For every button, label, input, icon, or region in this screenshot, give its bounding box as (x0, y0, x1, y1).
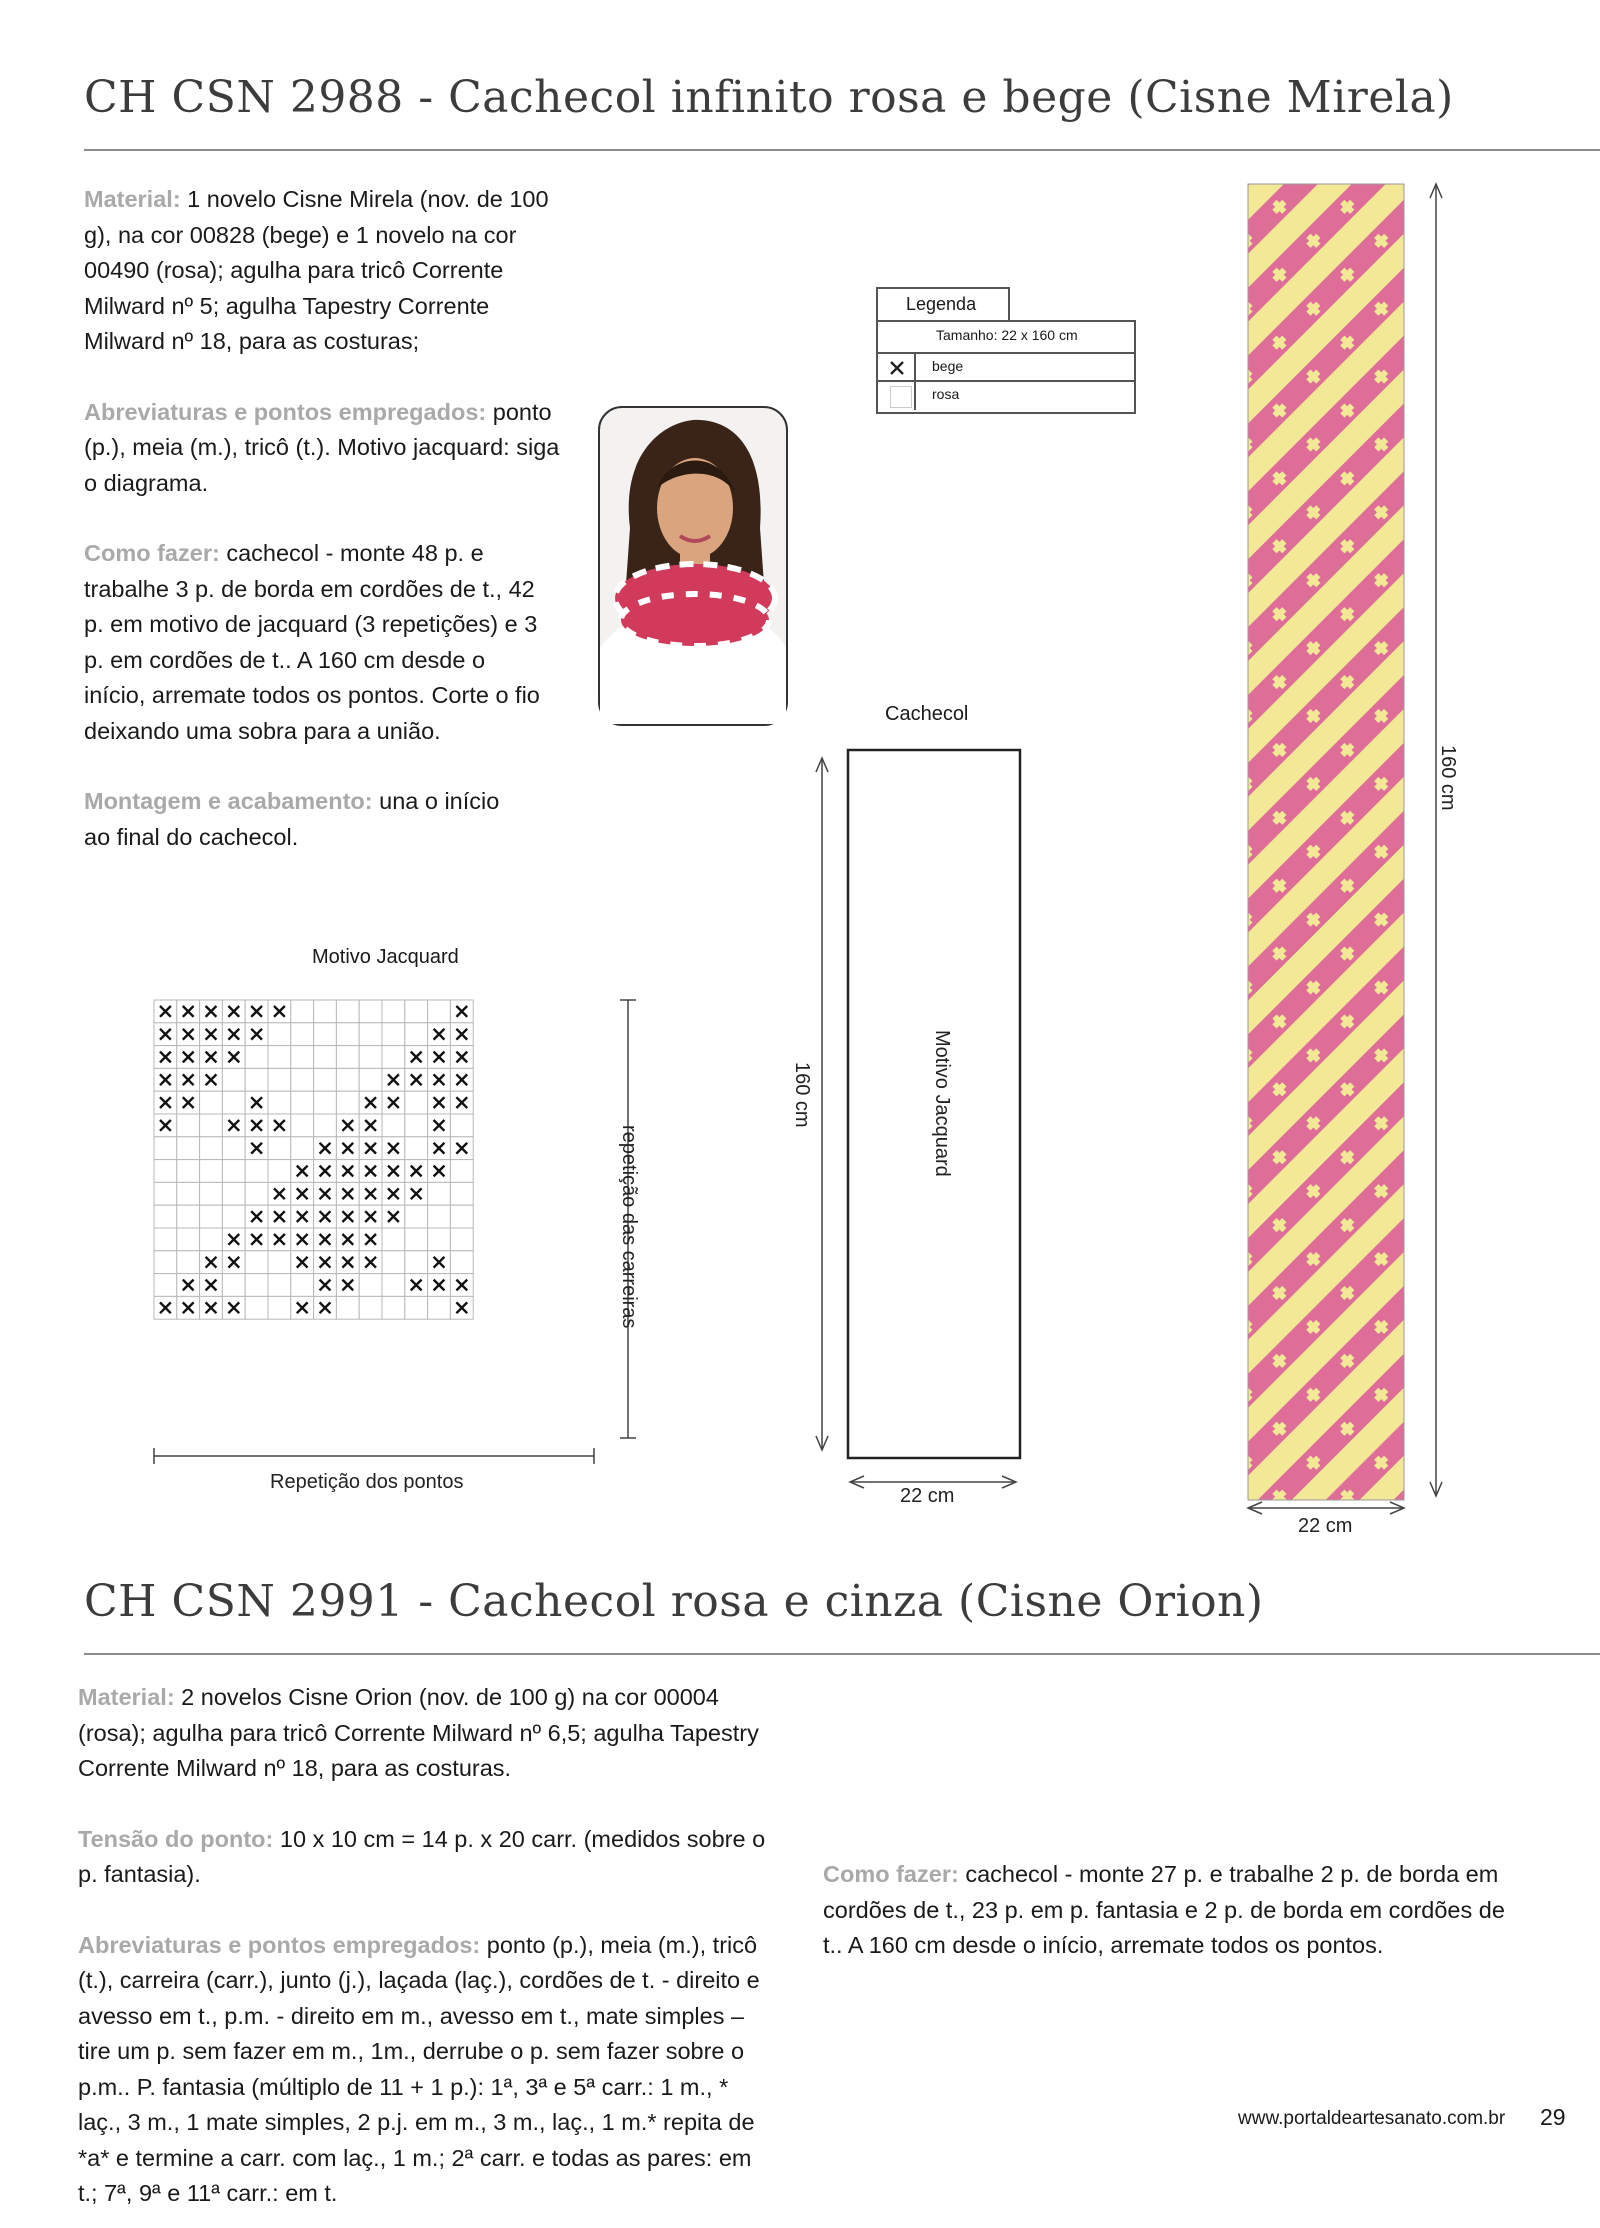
chart-cell (291, 1114, 314, 1137)
chart-cell (154, 1274, 177, 1297)
chart-cell (154, 1205, 177, 1228)
legend-rosa-label: rosa (932, 386, 960, 402)
scarf-pattern (1220, 180, 1460, 1540)
chart-cell (268, 1068, 291, 1091)
material-paragraph (84, 182, 564, 360)
montagem-label: Montagem e acabamento: (84, 788, 373, 814)
chart-cell (177, 1205, 200, 1228)
chart-cell (336, 1000, 359, 1023)
s2-abbrev-continuation (823, 1680, 1523, 1822)
chart-cell (359, 1000, 382, 1023)
chart-cell (154, 1160, 177, 1183)
como-fazer-label: Como fazer: (84, 540, 220, 566)
chart-cell (268, 1296, 291, 1319)
s2-tensao-paragraph (78, 1822, 768, 1893)
chart-cell (405, 1137, 428, 1160)
chart-cell (291, 1000, 314, 1023)
chart-cell (428, 1000, 451, 1023)
chart-cell (450, 1160, 473, 1183)
montagem-text: una o início ao final do cachecol. (84, 788, 500, 850)
legend-size: Tamanho: 22 x 160 cm (936, 327, 1078, 343)
s2-como-paragraph (823, 1857, 1513, 1964)
chart-cell (336, 1091, 359, 1114)
s2-abbrev-paragraph-part1 (78, 1928, 768, 2206)
chart-title: Motivo Jacquard (312, 946, 459, 968)
model-illustration (600, 408, 786, 724)
chart-cell (222, 1091, 245, 1114)
chart-cell (405, 1091, 428, 1114)
chart-cell (382, 1046, 405, 1069)
schematic-title: Cachecol (885, 703, 969, 725)
chart-cell (177, 1228, 200, 1251)
scarf-width-label: 22 cm (1298, 1515, 1353, 1537)
section1-rule (84, 149, 1600, 151)
section2-left-column (78, 1680, 768, 2228)
chart-cell (268, 1091, 291, 1114)
chart-cell (382, 1000, 405, 1023)
chart-cell (405, 1205, 428, 1228)
chart-cell (268, 1137, 291, 1160)
chart-cell (291, 1091, 314, 1114)
scarf-rect (1248, 184, 1404, 1500)
chart-cell (200, 1137, 223, 1160)
scarf-height-label: 160 cm (1437, 745, 1459, 811)
chart-cell (222, 1160, 245, 1183)
chart-cell (177, 1114, 200, 1137)
chart-cell (450, 1182, 473, 1205)
chart-cell (314, 1023, 337, 1046)
chart-cell (268, 1251, 291, 1274)
legend-tab-label: Legenda (906, 294, 977, 314)
chart-cell (336, 1296, 359, 1319)
chart-cell (359, 1023, 382, 1046)
chart-cell (405, 1251, 428, 1274)
chart-cell (291, 1137, 314, 1160)
chart-cell (359, 1274, 382, 1297)
chart-cell (359, 1046, 382, 1069)
material-label: Material: (84, 186, 181, 212)
jacquard-chart (140, 990, 660, 1493)
section1-title: CH CSN 2988 - Cachecol infinito rosa e bege (Cisne Mirela) (84, 72, 1454, 123)
chart-grid (154, 1000, 473, 1319)
chart-cell (245, 1296, 268, 1319)
chart-cell (450, 1251, 473, 1274)
stitch-repeat-bracket (154, 1448, 594, 1464)
chart-cell (382, 1023, 405, 1046)
chart-cell (405, 1114, 428, 1137)
chart-cell (245, 1160, 268, 1183)
chart-cell (200, 1091, 223, 1114)
chart-cell (154, 1182, 177, 1205)
abbrev-text: ponto (p.), meia (m.), tricô (t.). Motivo jacquard: siga o diagrama. (84, 398, 560, 496)
chart-cell (382, 1296, 405, 1319)
chart-cell (222, 1182, 245, 1205)
chart-cell (405, 1228, 428, 1251)
chart-cell (405, 1296, 428, 1319)
s2-tensao-label: Tensão do ponto: (78, 1825, 274, 1852)
como-fazer-text: cachecol - monte 48 p. e trabalhe 3 p. de borda em cordões de t., 42 p. em motivo de jacquard (3 repetições) e 3 p. em cordões de t.. A 160 cm desde o início, arremate todos os pontos. Corte o fio deixando uma sobra para a união. (84, 540, 540, 744)
chart-cell (382, 1251, 405, 1274)
chart-cell (268, 1046, 291, 1069)
chart-cell (314, 1046, 337, 1069)
como-fazer-paragraph (84, 536, 544, 749)
chart-cell (450, 1114, 473, 1137)
chart-cell (291, 1274, 314, 1297)
chart-cell (405, 1000, 428, 1023)
chart-cell (245, 1068, 268, 1091)
chart-cell (428, 1205, 451, 1228)
chart-cell (245, 1046, 268, 1069)
chart-cell (428, 1296, 451, 1319)
empty-square-icon (890, 386, 912, 408)
abbrev-paragraph (84, 395, 564, 502)
footer-url[interactable]: www.portaldeartesanato.com.br (1238, 2108, 1506, 2129)
s2-como-label: Como fazer: (823, 1861, 959, 1887)
material-text: 1 novelo Cisne Mirela (nov. de 100 g), na cor 00828 (bege) e 1 novelo na cor 00490 (rosa); agulha para tricô Corrente Milward nº 5; agulha Tapestry Corrente Milward nº 18, para as costuras; (84, 186, 549, 354)
section2-right-text (823, 1680, 1523, 1964)
chart-cell (200, 1182, 223, 1205)
legend-box (876, 320, 1136, 414)
chart-cell (200, 1114, 223, 1137)
abbrev-label: Abreviaturas e pontos empregados: (84, 398, 487, 425)
chart-cell (200, 1160, 223, 1183)
chart-cell (177, 1182, 200, 1205)
s2-tensao-text: 10 x 10 cm = 14 p. x 20 carr. (medidos sobre o p. fantasia). (78, 1825, 766, 1887)
chart-cell (245, 1274, 268, 1297)
chart-cell (245, 1182, 268, 1205)
chart-cell (314, 1114, 337, 1137)
chart-cell (200, 1205, 223, 1228)
section1-text (84, 182, 564, 855)
chart-cell (177, 1251, 200, 1274)
chart-cell (359, 1296, 382, 1319)
schematic-width-label: 22 cm (900, 1485, 955, 1507)
chart-cell (222, 1274, 245, 1297)
chart-cell (428, 1182, 451, 1205)
chart-cell (268, 1274, 291, 1297)
s2-como-text: cachecol - monte 27 p. e trabalhe 2 p. de borda em cordões de t., 23 p. em p. fantasia e 2 p. de borda em cordões de t.. A 160 cm desde o início, arremate todos os pontos. (823, 1861, 1505, 1958)
chart-cell (359, 1068, 382, 1091)
chart-cell (154, 1228, 177, 1251)
model-photo (598, 406, 788, 726)
chart-cell (314, 1068, 337, 1091)
chart-cell (336, 1023, 359, 1046)
schematic-diagram (770, 740, 1040, 1520)
s2-material-text: 2 novelos Cisne Orion (nov. de 100 g) na cor 00004 (rosa); agulha para tricô Corrente Milward nº 6,5; agulha Tapestry Corrente Milward nº 18, para as costuras. (78, 1684, 759, 1781)
chart-cell (222, 1068, 245, 1091)
s2-abbrev-text: ponto (p.), meia (m.), tricô (t.), carreira (carr.), junto (j.), laçada (laç.), cordões de t. - direito e avesso em t., p.m. - direito em m., avesso em t., mate simples – tire um p. sem fazer em m., 1m., derrube o p. sem fazer sobre o p.m.. P. fantasia (múltiplo de 11 + 1 p.): 1ª, 3ª e 5ª carr.: 1 m., * laç., 3 m., 1 mate simples, 2 p.j. em m., 3 m., laç., 1 m.* repita de *a* e termine a carr. com laç., 1 m.; 2ª carr. e todas as pares: em t.; 7ª, 9ª e 11ª carr.: em t. (78, 1931, 760, 2206)
stitch-repeat-label: Repetição dos pontos (270, 1471, 464, 1493)
row-repeat-label: repetição das carreiras (618, 1125, 640, 1329)
section2-title: CH CSN 2991 - Cachecol rosa e cinza (Cisne Orion) (84, 1576, 1264, 1627)
schematic-height-label: 160 cm (791, 1062, 813, 1128)
chart-cell (154, 1251, 177, 1274)
cross-icon (888, 359, 906, 377)
chart-cell (291, 1068, 314, 1091)
chart-cell (336, 1046, 359, 1069)
schematic-inner-label: Motivo Jacquard (931, 1030, 953, 1177)
chart-cell (177, 1160, 200, 1183)
chart-cell (291, 1023, 314, 1046)
chart-cell (291, 1046, 314, 1069)
chart-cell (222, 1137, 245, 1160)
chart-cell (222, 1205, 245, 1228)
chart-cell (450, 1205, 473, 1228)
chart-cell (154, 1137, 177, 1160)
chart-cell (382, 1274, 405, 1297)
chart-cell (336, 1068, 359, 1091)
chart-cell (177, 1137, 200, 1160)
chart-cell (382, 1228, 405, 1251)
chart-cell (268, 1023, 291, 1046)
legend-tab (876, 287, 1010, 322)
chart-cell (268, 1160, 291, 1183)
legend-row-bege (878, 352, 1134, 382)
chart-cell (382, 1114, 405, 1137)
chart-cell (314, 1091, 337, 1114)
s2-material-paragraph (78, 1680, 768, 1787)
chart-cell (245, 1251, 268, 1274)
chart-cell (405, 1023, 428, 1046)
chart-cell (200, 1228, 223, 1251)
montagem-paragraph (84, 784, 504, 855)
chart-cell (428, 1228, 451, 1251)
page-number: 29 (1540, 2104, 1566, 2130)
chart-cell (450, 1228, 473, 1251)
s2-abbrev-label: Abreviaturas e pontos empregados: (78, 1931, 481, 1958)
chart-cell (314, 1000, 337, 1023)
s2-material-label: Material: (78, 1684, 175, 1710)
legend-bege-label: bege (932, 358, 964, 374)
legend-row-rosa (878, 380, 1134, 410)
